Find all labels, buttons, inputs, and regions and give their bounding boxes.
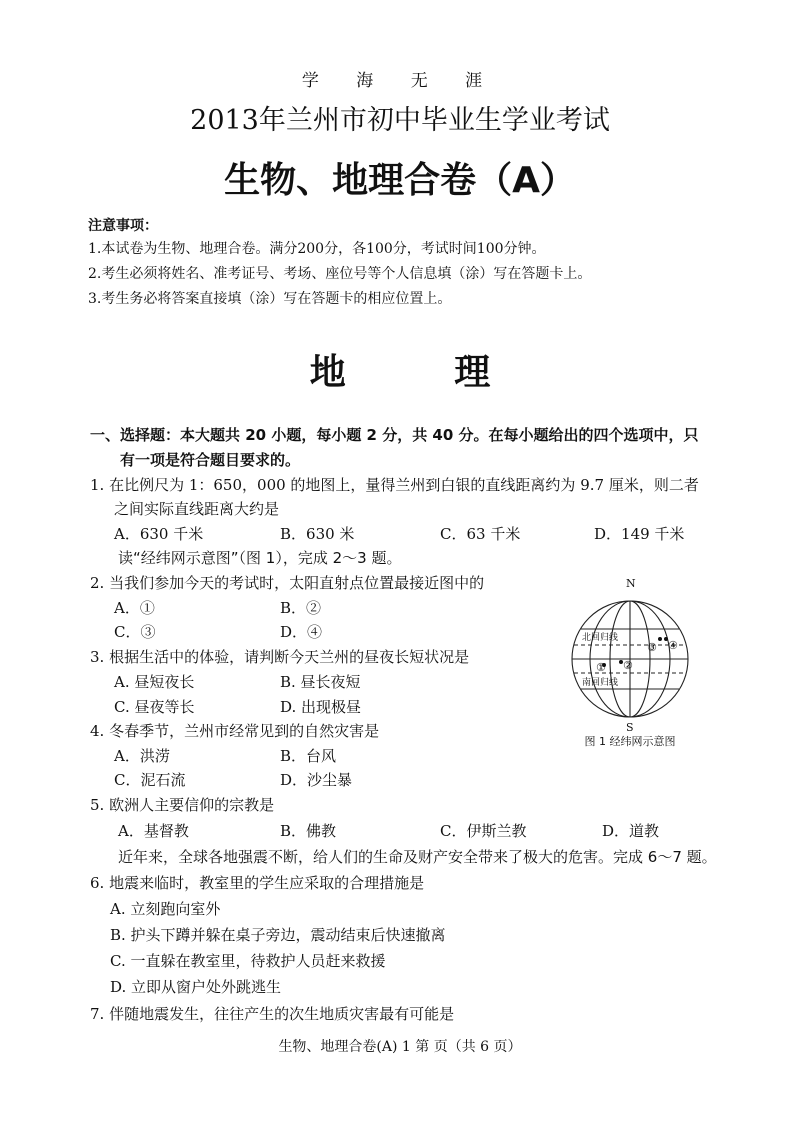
section-heading-cont: 有一项是符合题目要求的。	[120, 451, 301, 469]
note-item: 2.考生必须将姓名、准考证号、考场、座位号等个人信息填（涂）写在答题卡上。	[88, 266, 592, 282]
question-1-stem: 1. 在比例尺为 1：650，000 的地图上，量得兰州到白银的直线距离约为 9.7 厘米，则二者	[90, 476, 699, 494]
page-footer: 生物、地理合卷(A) 1 第 页（共 6 页）	[278, 1039, 522, 1055]
question-5-stem: 5. 欧洲人主要信仰的宗教是	[90, 796, 275, 814]
q4-option-d: D．沙尘暴	[280, 771, 353, 789]
q2-option-a: A．①	[114, 599, 155, 617]
question-2-stem: 2. 当我们参加今天的考试时，太阳直射点位置最接近图中的	[90, 574, 485, 592]
q3-option-c: C. 昼夜等长	[114, 698, 195, 716]
question-6-stem: 6. 地震来临时，教室里的学生应采取的合理措施是	[90, 874, 425, 892]
intro-6-7: 近年来，全球各地强震不断，给人们的生命及财产安全带来了极大的危害。完成 6～7 题。	[118, 848, 717, 866]
marker-2: ②	[623, 659, 633, 672]
q6-option-a: A. 立刻跑向室外	[110, 900, 221, 918]
question-4-stem: 4. 冬春季节，兰州市经常见到的自然灾害是	[90, 722, 380, 740]
question-1-stem-cont: 之间实际直线距离大约是	[114, 500, 280, 518]
q5-option-b: B．佛教	[280, 822, 337, 840]
q3-option-a: A. 昼短夜长	[114, 673, 195, 691]
q3-option-d: D. 出现极昼	[280, 698, 362, 716]
q4-option-a: A．洪涝	[114, 747, 170, 765]
q2-option-d: D．④	[280, 623, 323, 641]
notes-heading: 注意事项：	[88, 218, 158, 234]
q2-option-b: B．②	[280, 599, 322, 617]
tropic-north-label: 北回归线	[582, 633, 619, 643]
q2-option-c: C．③	[114, 623, 156, 641]
q3-option-b: B. 昼长夜短	[280, 673, 361, 691]
graticule-figure	[560, 575, 700, 755]
q1-option-d: D．149 千米	[594, 525, 685, 543]
q6-option-b: B. 护头下蹲并躲在桌子旁边，震动结束后快速撤离	[110, 926, 446, 944]
q6-option-c: C. 一直躲在教室里，待救护人员赶来救援	[110, 952, 386, 970]
q1-option-b: B．630 米	[280, 525, 355, 543]
tropic-south-label: 南回归线	[582, 678, 619, 688]
north-label: N	[626, 577, 636, 590]
marker-1: ①	[596, 661, 606, 674]
q1-option-a: A．630 千米	[114, 525, 204, 543]
q1-option-c: C．63 千米	[440, 525, 521, 543]
q5-option-d: D．道教	[602, 822, 660, 840]
q5-option-a: A．基督教	[118, 822, 189, 840]
question-3-stem: 3. 根据生活中的体验，请判断今天兰州的昼夜长短状况是	[90, 648, 470, 666]
marker-3: ③	[647, 641, 657, 654]
note-item: 3.考生务必将答案直接填（涂）写在答题卡的相应位置上。	[88, 291, 452, 307]
intro-2-3: 读“经纬网示意图”（图 1），完成 2～3 题。	[118, 549, 402, 567]
q5-option-c: C．伊斯兰教	[440, 822, 527, 840]
exam-title: 2013年兰州市初中毕业生学业考试	[190, 105, 610, 136]
section-heading: 一、选择题：本大题共 20 小题，每小题 2 分，共 40 分。在每小题给出的四个选项中，只	[90, 426, 699, 444]
point-3-dot	[658, 637, 662, 641]
header-motto: 学 海 无 涯	[301, 71, 499, 91]
south-label: S	[626, 721, 634, 733]
subject-title: 地 理	[309, 352, 539, 393]
figure-caption: 图 1 经纬网示意图	[584, 735, 676, 748]
q6-option-d: D. 立即从窗户处外跳逃生	[110, 978, 282, 996]
question-7-stem: 7. 伴随地震发生，往往产生的次生地质灾害最有可能是	[90, 1005, 455, 1023]
paper-title: 生物、地理合卷（A）	[224, 160, 576, 201]
note-item: 1.本试卷为生物、地理合卷。满分200分，各100分，考试时间100分钟。	[88, 241, 546, 257]
q4-option-b: B．台风	[280, 747, 337, 765]
q4-option-c: C．泥石流	[114, 771, 186, 789]
graticule-diagram	[560, 575, 700, 733]
marker-4: ④	[668, 639, 678, 652]
